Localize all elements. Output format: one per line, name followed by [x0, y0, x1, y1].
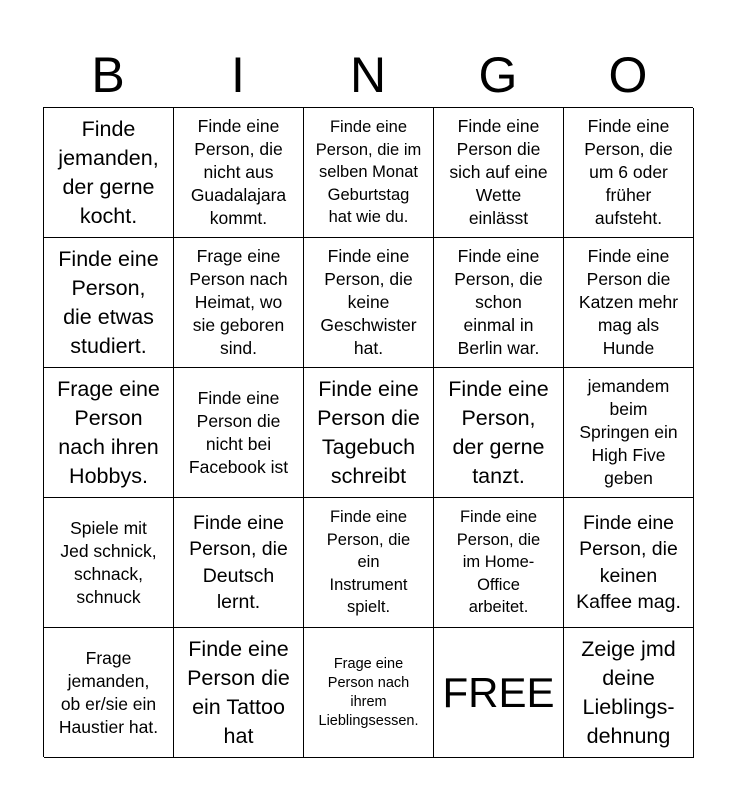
bingo-cell[interactable]	[564, 238, 694, 368]
cell-text: Finde eine Person die nicht bei Facebook ist	[188, 387, 289, 477]
header-letter-i: I	[231, 47, 245, 103]
bingo-cell[interactable]	[304, 108, 434, 238]
bingo-cell[interactable]	[564, 108, 694, 238]
bingo-cell[interactable]	[304, 498, 434, 628]
bingo-cell[interactable]	[44, 368, 174, 498]
cell-text: Frage jemanden, ob er/sie ein Haustier hat.	[58, 647, 159, 737]
cell-text: Finde eine Person, die schon einmal in Berlin war.	[454, 246, 543, 358]
bingo-cell[interactable]	[434, 238, 564, 368]
bingo-cell[interactable]	[174, 628, 304, 758]
cell-text: Frage eine Person nach ihren Hobbys.	[57, 376, 160, 488]
bingo-cell[interactable]	[44, 628, 174, 758]
bingo-cell[interactable]	[174, 368, 304, 498]
cell-text: Spiele mit Jed schnick, schnack, schnuck	[60, 517, 157, 607]
bingo-cell[interactable]	[304, 628, 434, 758]
cell-text: Finde eine Person, die etwas studiert.	[58, 246, 159, 358]
bingo-cell[interactable]	[44, 498, 174, 628]
bingo-grid	[43, 107, 693, 757]
bingo-cell[interactable]	[434, 368, 564, 498]
cell-text: Finde eine Person, die im selben Monat Geburtstag hat wie du.	[315, 118, 422, 227]
cell-text: Finde eine Person, die ein Instrument spielt.	[326, 508, 411, 617]
bingo-cell[interactable]	[564, 368, 694, 498]
bingo-header	[43, 44, 693, 106]
bingo-cell[interactable]	[434, 108, 564, 238]
bingo-cell[interactable]	[174, 108, 304, 238]
bingo-cell[interactable]	[304, 238, 434, 368]
cell-text: Zeige jmd deine Lieblings- dehnung	[581, 636, 676, 748]
cell-text: Finde jemanden, der gerne kocht.	[58, 116, 159, 228]
header-letter-n: N	[349, 47, 387, 103]
cell-text: Finde eine Person, die im Home- Office arbeitet.	[456, 508, 541, 617]
bingo-cell[interactable]	[564, 628, 694, 758]
cell-text: Finde eine Person, die Deutsch lernt.	[189, 511, 288, 613]
cell-text: Frage eine Person nach ihrem Lieblingsessen.	[318, 655, 419, 729]
cell-text: Finde eine Person die sich auf eine Wette einlässt	[449, 116, 548, 228]
header-letter-g: G	[478, 47, 518, 103]
cell-text: Finde eine Person die ein Tattoo hat	[187, 636, 290, 748]
bingo-cell[interactable]	[44, 108, 174, 238]
free-cell[interactable]	[434, 628, 564, 758]
cell-text: jemandem beim Springen ein High Five geben	[579, 376, 678, 488]
bingo-cell[interactable]	[44, 238, 174, 368]
cell-text: Finde eine Person die Tagebuch schreibt	[317, 376, 420, 488]
bingo-cell[interactable]	[564, 498, 694, 628]
free-label: FREE	[442, 668, 555, 716]
bingo-cell[interactable]	[174, 498, 304, 628]
cell-text: Finde eine Person, die um 6 oder früher aufsteht.	[584, 116, 673, 228]
bingo-cell[interactable]	[304, 368, 434, 498]
cell-text: Finde eine Person, der gerne tanzt.	[448, 376, 549, 488]
cell-text: Finde eine Person, die keinen Kaffee mag.	[576, 511, 681, 613]
cell-text: Frage eine Person nach Heimat, wo sie geboren sind.	[189, 246, 288, 358]
bingo-cell[interactable]	[174, 238, 304, 368]
header-letter-o: O	[608, 47, 648, 103]
cell-text: Finde eine Person, die nicht aus Guadalajara kommt.	[190, 116, 287, 228]
cell-text: Finde eine Person die Katzen mehr mag als Hunde	[578, 246, 679, 358]
bingo-cell[interactable]	[434, 498, 564, 628]
header-letter-b: B	[91, 47, 125, 103]
cell-text: Finde eine Person, die keine Geschwister hat.	[320, 246, 417, 358]
